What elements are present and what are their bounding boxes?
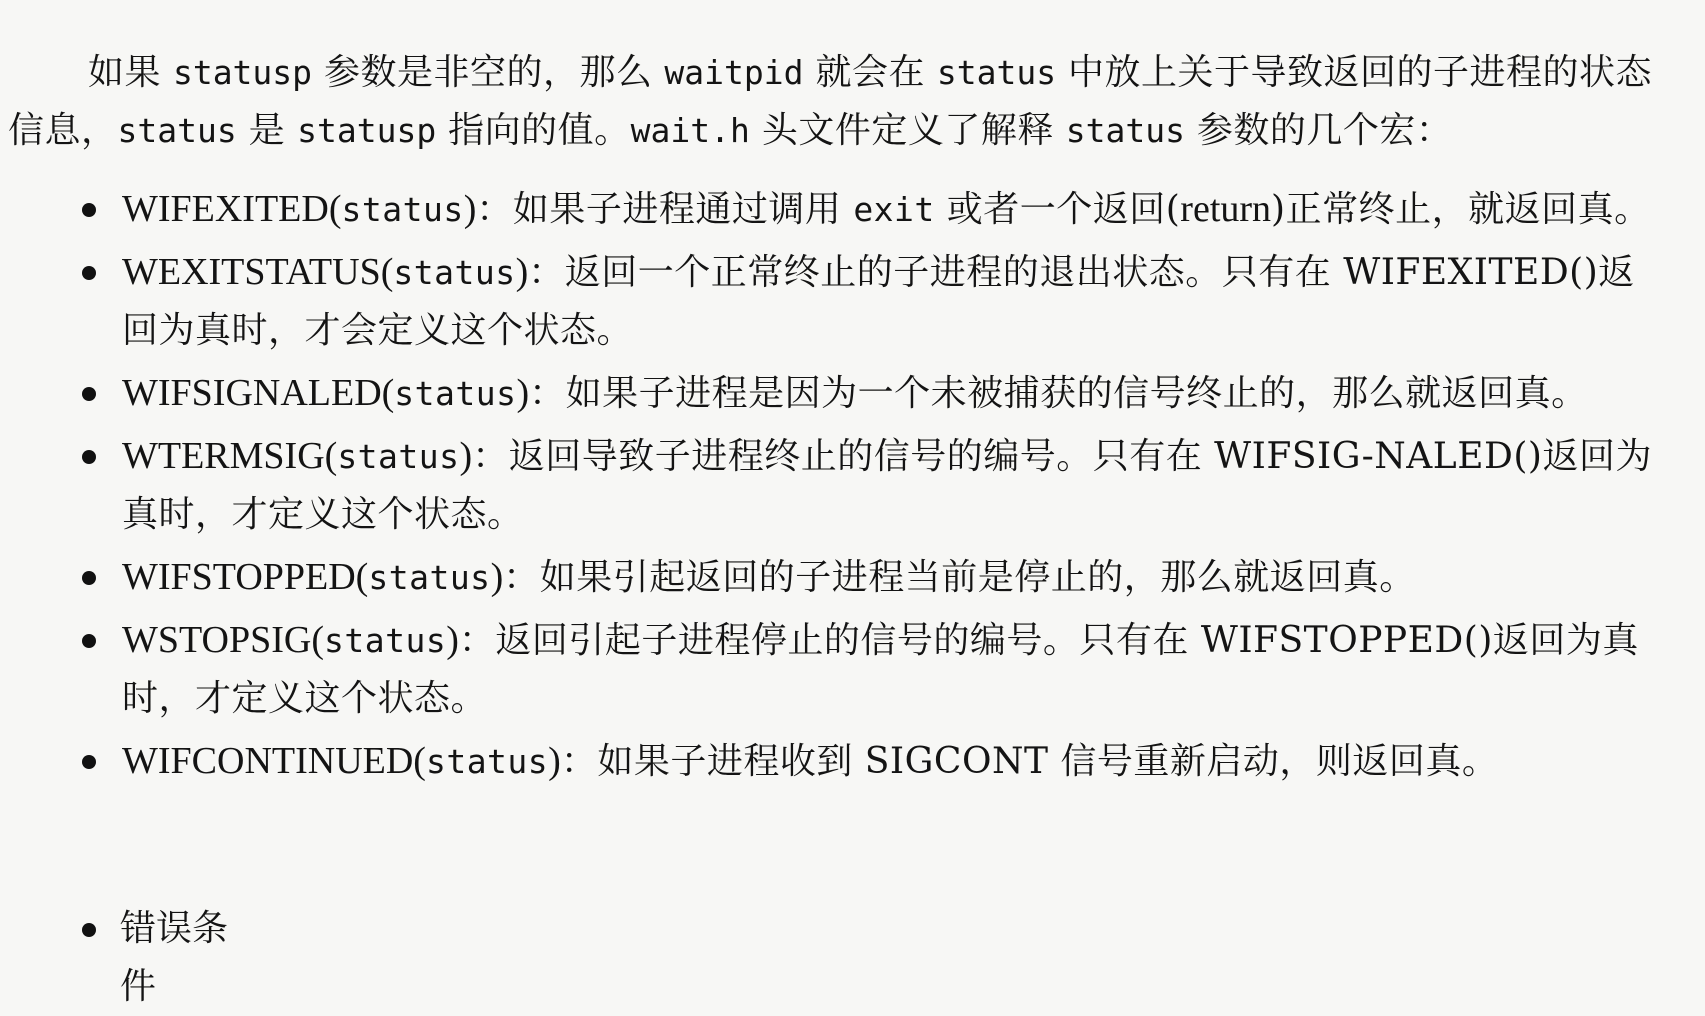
bullet-icon: [82, 571, 96, 585]
intro-text-3: 就会在: [803, 52, 937, 93]
intro-code-status: status: [936, 53, 1057, 92]
intro-text-2: 参数是非空的，那么: [312, 52, 665, 93]
list-item: [0, 548, 1666, 607]
macro-name: WIFEXITED(: [122, 188, 342, 230]
bullet-icon: [82, 634, 96, 648]
intro-code-wait-h: wait.h: [630, 111, 750, 150]
list-item: [0, 427, 1666, 544]
macro-desc-return: return: [1180, 188, 1272, 230]
intro-code-statusp-2: statusp: [297, 111, 437, 150]
macro-close: ): [463, 188, 477, 230]
list-item: [0, 611, 1666, 728]
macro-name: WSTOPSIG(: [122, 619, 324, 661]
intro-code-statusp: statusp: [172, 53, 313, 92]
macro-arg: status: [337, 437, 460, 476]
macro-arg: status: [324, 621, 447, 660]
cut-off-list-item: [82, 900, 252, 1007]
macro-description: ：返回一个正常终止的子进程的退出状态。只有在 WIFEXITED()返回为真时，才会定义这个状态。: [122, 252, 1635, 351]
macro-name: WIFCONTINUED(: [122, 740, 426, 782]
intro-text-6: 指向的值。: [436, 110, 631, 151]
macro-desc-2: 或者一个返回(: [934, 189, 1181, 230]
macro-desc-1: ：如果子进程通过调用: [476, 189, 854, 230]
macro-close: ): [490, 556, 504, 598]
macro-desc-3: )正常终止，就返回真。: [1271, 189, 1651, 230]
intro-code-status-2: status: [117, 111, 237, 150]
macro-description: ：如果子进程是因为一个未被捕获的信号终止的，那么就返回真。: [529, 373, 1588, 414]
bullet-icon: [82, 203, 96, 217]
intro-text-4: 中放上关于导致返回的子进程的状态信息，: [8, 52, 1653, 151]
list-item: [0, 732, 1666, 791]
macro-list: [0, 180, 1705, 795]
macro-arg: status: [394, 374, 517, 413]
macro-description: ：返回引起子进程停止的信号的编号。只有在 WIFSTOPPED()返回为真时，才定义这个状态。: [122, 620, 1639, 719]
macro-close: ): [548, 740, 561, 782]
intro-text-1: 如果: [88, 52, 173, 93]
bullet-icon: [82, 450, 96, 464]
macro-description: ：如果子进程收到 SIGCONT 信号重新启动，则返回真。: [560, 741, 1499, 782]
bullet-icon: [82, 387, 96, 401]
macro-name: WEXITSTATUS(: [122, 251, 394, 293]
macro-arg: status: [393, 253, 516, 292]
intro-text-5: 是: [236, 110, 298, 151]
intro-paragraph: [8, 44, 1668, 160]
macro-desc-code: exit: [853, 190, 935, 229]
macro-close: ): [459, 435, 473, 477]
intro-text-8: 参数的几个宏：: [1184, 110, 1453, 151]
list-item: [0, 243, 1666, 360]
macro-arg: status: [341, 190, 464, 229]
list-item: [0, 364, 1666, 423]
cut-off-text: 错误条件: [120, 908, 229, 1007]
bullet-icon: [82, 266, 96, 280]
bullet-icon: [82, 923, 96, 937]
macro-close: ): [515, 251, 529, 293]
bullet-icon: [82, 755, 96, 769]
macro-name: WTERMSIG(: [122, 435, 338, 477]
intro-text-7: 头文件定义了解释: [749, 110, 1066, 151]
intro-code-status-3: status: [1065, 111, 1185, 150]
macro-description: ：如果引起返回的子进程当前是停止的，那么就返回真。: [503, 557, 1416, 598]
macro-close: ): [516, 372, 530, 414]
macro-close: ): [446, 619, 459, 661]
macro-description: ：返回导致子进程终止的信号的编号。只有在 WIFSIG-NALED()返回为真时，才定义这个状态。: [122, 436, 1652, 535]
macro-name: WIFSTOPPED(: [122, 556, 369, 598]
macro-arg: status: [368, 558, 491, 597]
macro-arg: status: [425, 742, 549, 781]
macro-name: WIFSIGNALED(: [122, 372, 395, 414]
intro-code-waitpid: waitpid: [664, 53, 804, 92]
list-item: [0, 180, 1666, 239]
